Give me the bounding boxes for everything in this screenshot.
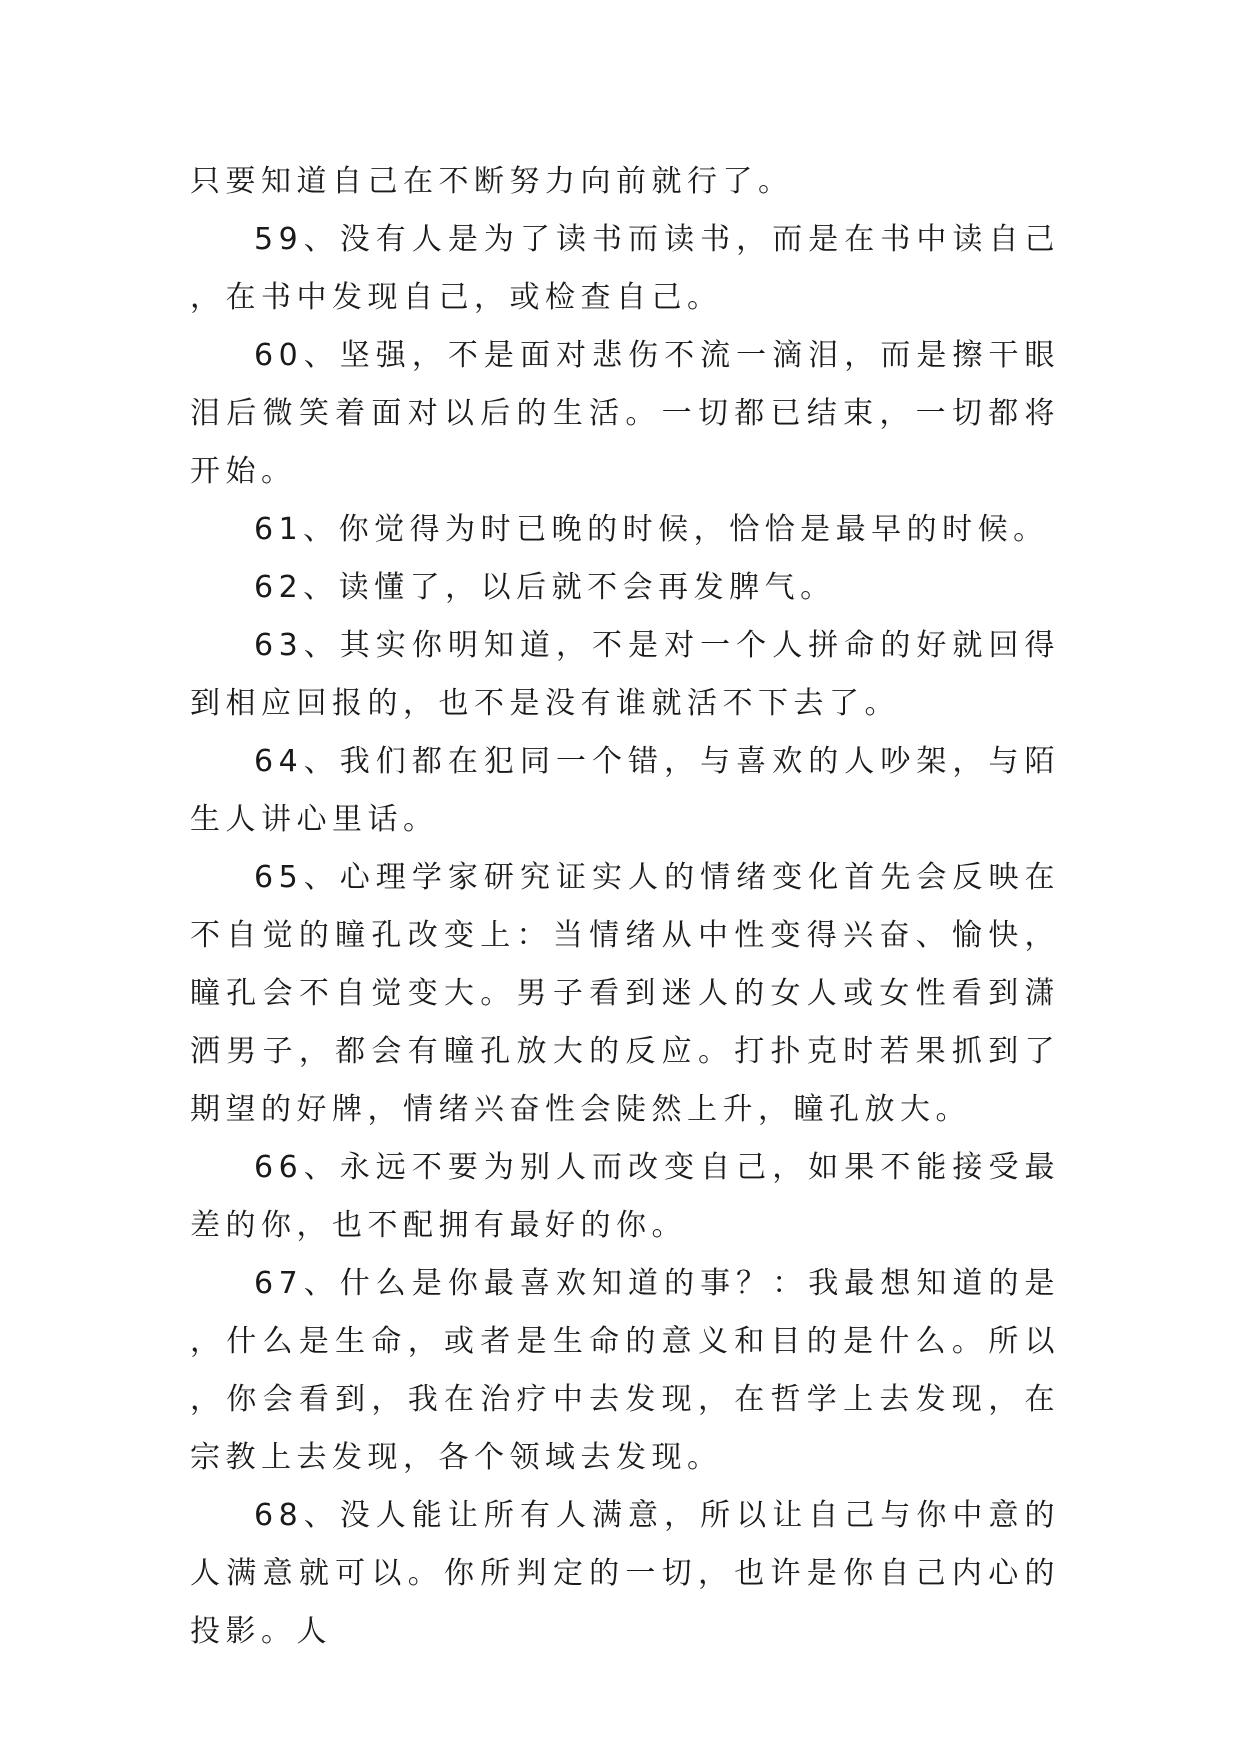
paragraph-65: 65、心理学家研究证实人的情绪变化首先会反映在不自觉的瞳孔改变上：当情绪从中性变得兴奋、愉快，瞳孔会不自觉变大。男子看到迷人的女人或女性看到潇洒男子，都会有瞳孔放大的反应。打扑克时若果抓到了期望的好牌，情绪兴奋性会陡然上升，瞳孔放大。 [190,860,1060,1127]
document-body [190,153,1060,1661]
paragraph-63: 63、其实你明知道，不是对一个人拼命的好就回得到相应回报的，也不是没有谁就活不下去了。 [190,628,1060,721]
paragraph-66: 66、永远不要为别人而改变自己，如果不能接受最差的你，也不配拥有最好的你。 [190,1150,1060,1243]
paragraph-64: 64、我们都在犯同一个错，与喜欢的人吵架，与陌生人讲心里话。 [190,744,1060,837]
paragraph-67: 67、什么是你最喜欢知道的事？：我最想知道的是，什么是生命，或者是生命的意义和目的是什么。所以，你会看到，我在治疗中去发现，在哲学上去发现，在宗教上去发现，各个领域去发现。 [190,1266,1060,1475]
paragraph-62: 62、读懂了，以后就不会再发脾气。 [254,570,836,605]
paragraph-68: 68、没人能让所有人满意，所以让自己与你中意的人满意就可以。你所判定的一切，也许是你自己内心的投影。人 [190,1498,1060,1649]
paragraph-59: 59、没有人是为了读书而读书，而是在书中读自己，在书中发现自己，或检查自己。 [190,222,1060,315]
paragraph-60: 60、坚强，不是面对悲伤不流一滴泪，而是擦干眼泪后微笑着面对以后的生活。一切都已结束，一切都将开始。 [190,338,1060,489]
paragraph-61: 61、你觉得为时已晚的时候，恰恰是最早的时候。 [254,512,1049,547]
paragraph-continuation: 只要知道自己在不断努力向前就行了。 [190,164,794,199]
